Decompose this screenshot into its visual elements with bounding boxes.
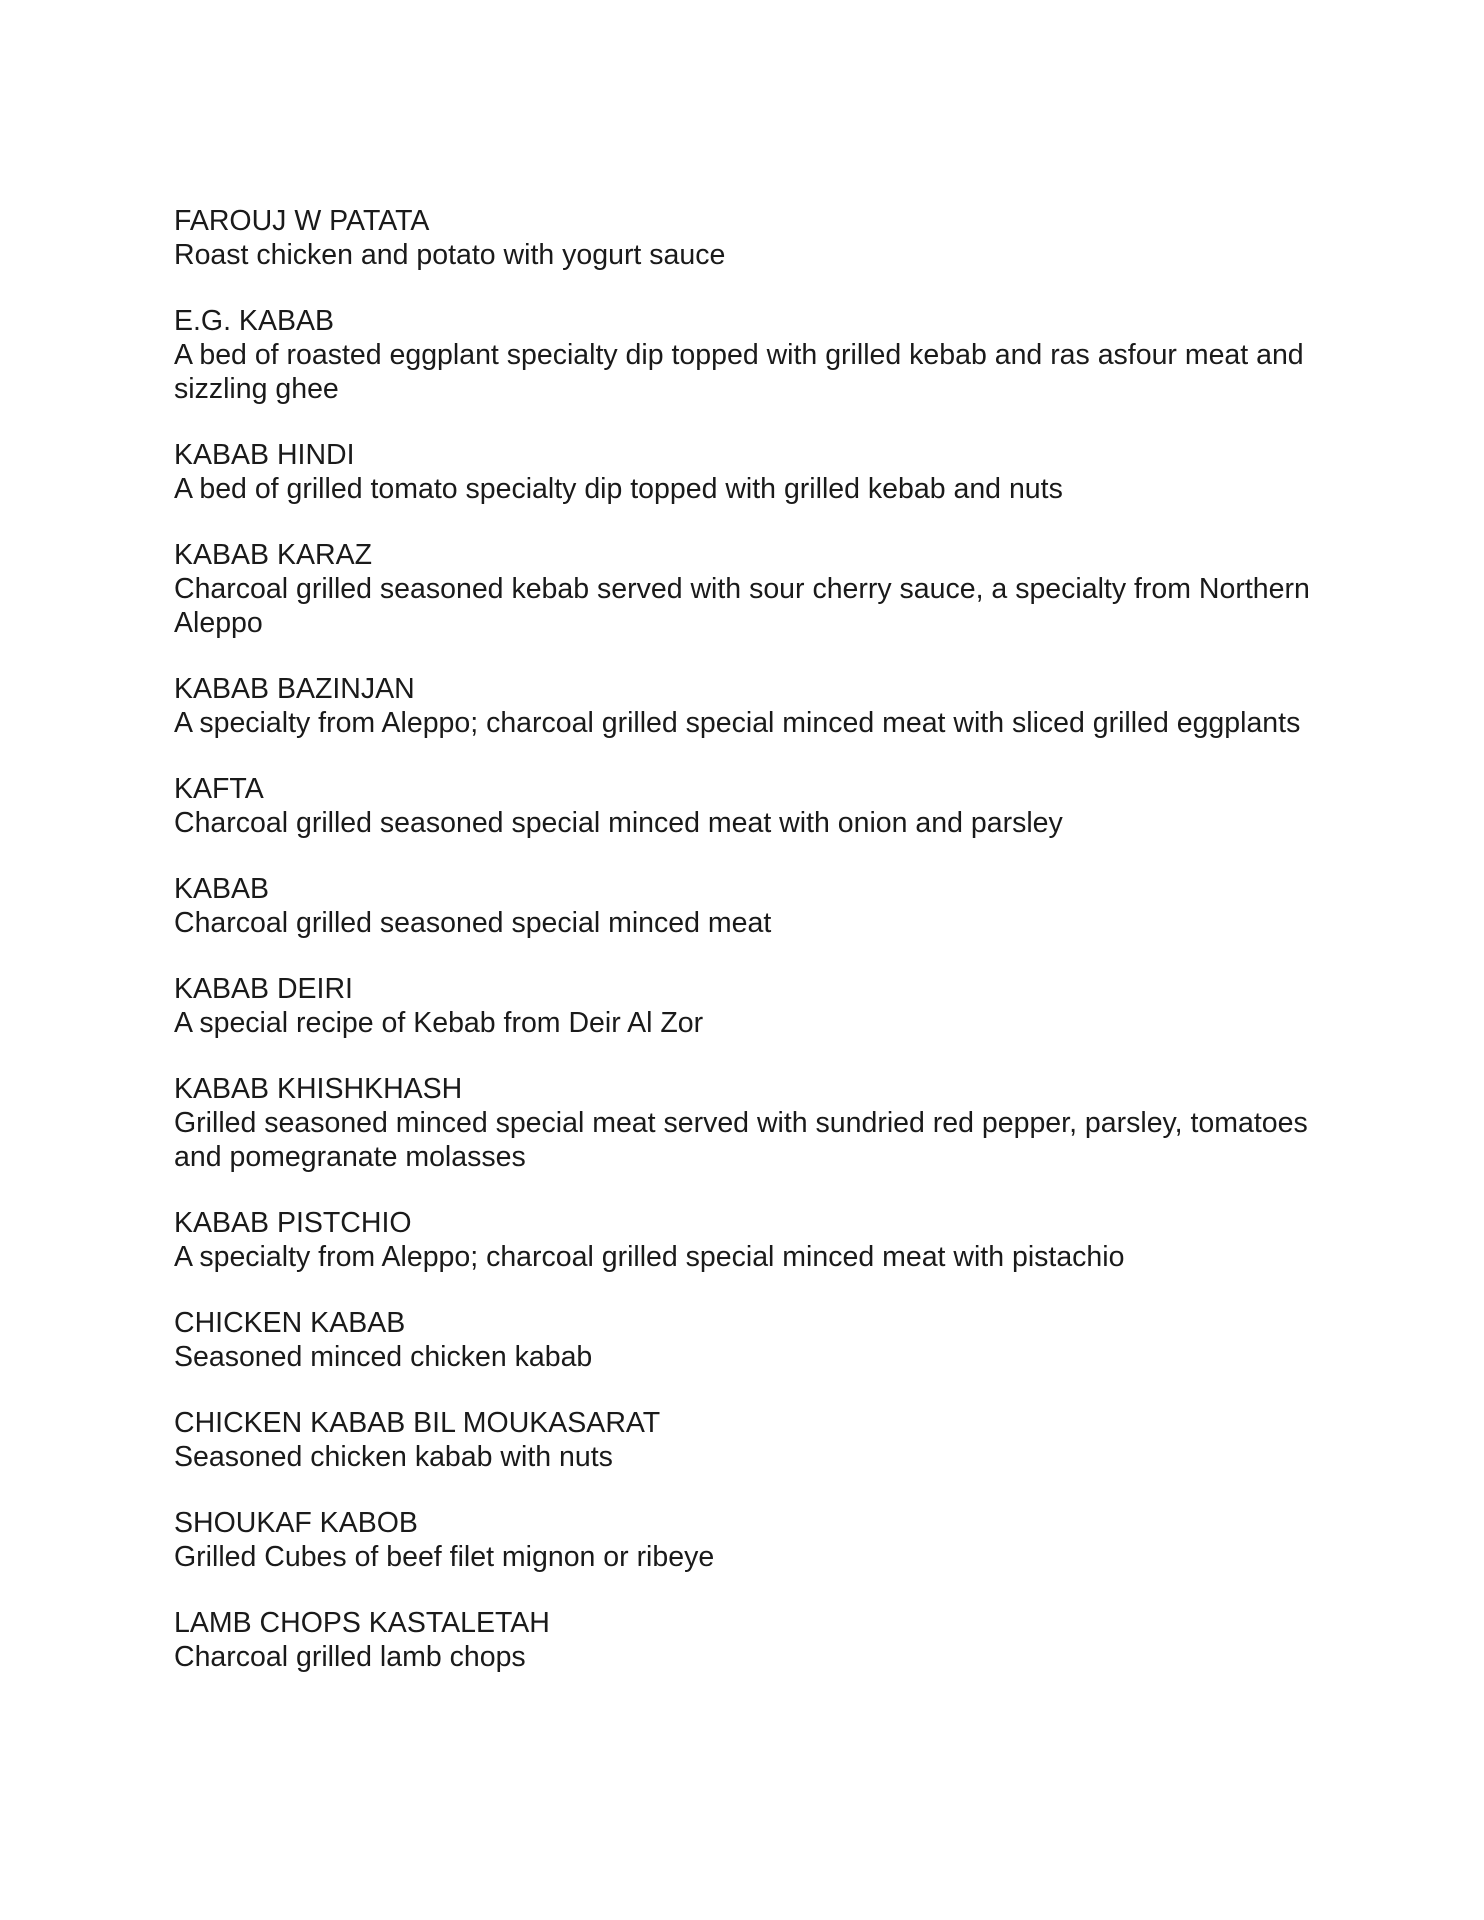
menu-item-lamb-chops-kastaletah bbox=[174, 1606, 1314, 1674]
item-name: CHICKEN KABAB bbox=[174, 1307, 406, 1339]
menu-page bbox=[174, 204, 1314, 1706]
menu-item-kabab-hindi bbox=[174, 438, 1314, 506]
item-name: KABAB bbox=[174, 873, 270, 905]
menu-item-kabab-pistchio bbox=[174, 1206, 1314, 1274]
item-name: CHICKEN KABAB BIL MOUKASARAT bbox=[174, 1407, 661, 1439]
item-description: Roast chicken and potato with yogurt sauce bbox=[174, 239, 726, 271]
item-description: Charcoal grilled lamb chops bbox=[174, 1641, 526, 1673]
menu-item-kafta bbox=[174, 772, 1314, 840]
menu-item-kabab-karaz bbox=[174, 538, 1314, 640]
menu-item-shoukaf-kabob bbox=[174, 1506, 1314, 1574]
item-description: A special recipe of Kebab from Deir Al Zor bbox=[174, 1007, 704, 1039]
item-name: KABAB PISTCHIO bbox=[174, 1207, 412, 1239]
menu-item-kabab-bazinjan bbox=[174, 672, 1314, 740]
item-name: KABAB KHISHKHASH bbox=[174, 1073, 463, 1105]
item-description: Seasoned chicken kabab with nuts bbox=[174, 1441, 613, 1473]
menu-item-kabab-deiri bbox=[174, 972, 1314, 1040]
menu-item-kabab bbox=[174, 872, 1314, 940]
menu-item-kabab-khishkhash bbox=[174, 1072, 1314, 1174]
item-description: A bed of grilled tomato specialty dip topped with grilled kebab and nuts bbox=[174, 473, 1063, 505]
menu-item-eg-kabab bbox=[174, 304, 1314, 406]
item-name: KABAB HINDI bbox=[174, 439, 355, 471]
item-description: A specialty from Aleppo; charcoal grilled special minced meat with pistachio bbox=[174, 1241, 1125, 1273]
item-description: Grilled seasoned minced special meat served with sundried red pepper, parsley, tomatoes and pomegranate molasses bbox=[174, 1107, 1308, 1173]
item-description: Grilled Cubes of beef filet mignon or ribeye bbox=[174, 1541, 715, 1573]
item-name: KABAB KARAZ bbox=[174, 539, 372, 571]
item-name: E.G. KABAB bbox=[174, 305, 334, 337]
item-description: A specialty from Aleppo; charcoal grilled special minced meat with sliced grilled eggplants bbox=[174, 707, 1301, 739]
menu-item-farouj-w-patata bbox=[174, 204, 1314, 272]
item-description: Charcoal grilled seasoned kebab served with sour cherry sauce, a specialty from Northern Aleppo bbox=[174, 573, 1310, 639]
item-name: SHOUKAF KABOB bbox=[174, 1507, 418, 1539]
item-name: KAFTA bbox=[174, 773, 264, 805]
item-name: LAMB CHOPS KASTALETAH bbox=[174, 1607, 550, 1639]
menu-item-chicken-kabab bbox=[174, 1306, 1314, 1374]
item-name: KABAB BAZINJAN bbox=[174, 673, 415, 705]
item-description: Charcoal grilled seasoned special minced meat with onion and parsley bbox=[174, 807, 1063, 839]
item-description: Charcoal grilled seasoned special minced meat bbox=[174, 907, 772, 939]
item-description: Seasoned minced chicken kabab bbox=[174, 1341, 593, 1373]
item-description: A bed of roasted eggplant specialty dip topped with grilled kebab and ras asfour meat and sizzling ghee bbox=[174, 339, 1304, 405]
menu-item-chicken-kabab-bil-moukasarat bbox=[174, 1406, 1314, 1474]
item-name: FAROUJ W PATATA bbox=[174, 205, 430, 237]
item-name: KABAB DEIRI bbox=[174, 973, 353, 1005]
